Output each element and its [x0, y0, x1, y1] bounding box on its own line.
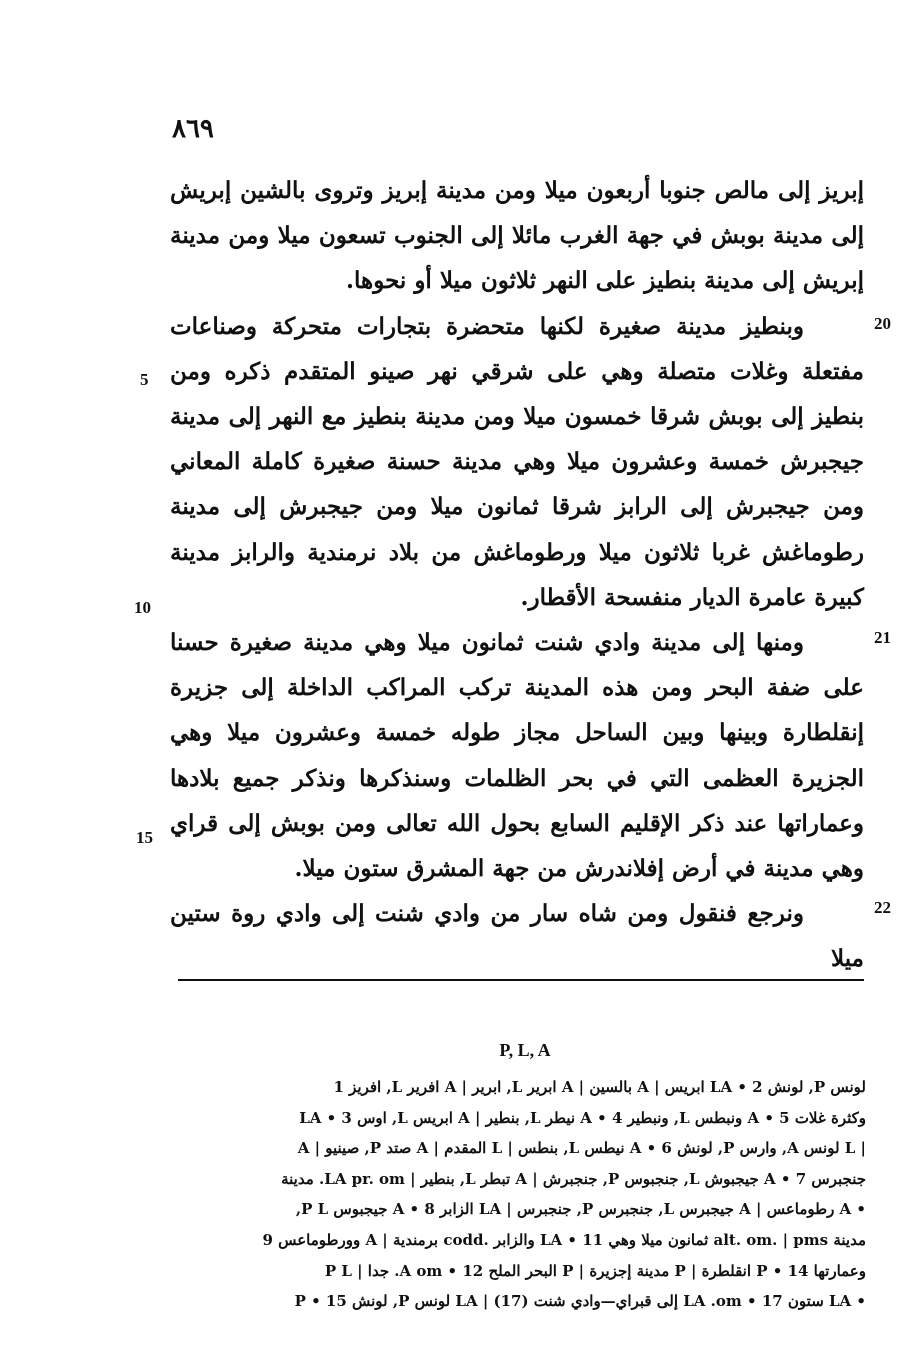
critical-apparatus	[176, 1072, 866, 1317]
paragraph-number: 22	[874, 898, 891, 917]
apparatus-line: وكثرة غلات 5 • A ونبطس L, ونبطير 4 • A نيطر L, بنطير | A ابريس L, اوس 3 • LA	[299, 1108, 866, 1127]
line-number: 5	[140, 370, 149, 389]
apparatus-line: | L لونس A, وارس P, لونش 6 • A نيطس L, بنطس | L المقدم | A صتد P, صينيو | A	[297, 1139, 866, 1158]
apparatus-line: جنجبرس 7 • A جيجبوش L, جنجبوس P, جنجبرش | A تبطر L, بنطير | LA pr. om. مدينة	[281, 1169, 866, 1188]
paragraph-number: 21	[874, 628, 891, 647]
line-number: 15	[136, 828, 153, 847]
paragraph: ومنها إلى مدينة وادي شنت ثمانون ميلا وهي مدينة صغيرة حسنا على ضفة البحر ومن هذه المدينة تركب المراكب الداخلة إلى جزيرة إنقلطارة وبينها وبين الساحل مجاز طوله خمسة وعشرون ميلا وهي الجزيرة العظمى التي في بحر الظلمات وسنذكرها ونذكر جميع بلادها وعماراتها عند ذكر الإقليم السابع بحول الله تعالى ومن بوبش إلى قراي وهي مدينة في أرض إفلاندرش من جهة المشرق ستون ميلا.	[170, 629, 864, 883]
page-number: ٨٦٩	[172, 114, 214, 144]
apparatus-line: وعمارتها 14 • P انقلطرة | P مدينة إجزيرة | P البحر الملح 12 • A om. جدا | P L	[324, 1261, 866, 1280]
apparatus-line: لونس P, لونش 2 • LA ابريس | A بالسين | A ابرير L, ابرير | A افرير L, افريز 1	[333, 1078, 866, 1096]
footnote-rule	[178, 979, 864, 981]
apparatus-line: مدينة alt. om. | pms ثمانون ميلا وهي 11 • LA والزابر .codd برمندية | A وورطوماعس 9	[262, 1230, 866, 1249]
paragraph: ونرجع فنقول ومن شاه سار من وادي شنت إلى وادي روة ستين ميلا	[170, 900, 864, 973]
apparatus-line: • A رطوماعس | A جيجبرس L, جنجبرس P, جنجبرس | LA الزابر 8 • A جيجبوس P L,	[295, 1200, 866, 1219]
main-text	[170, 168, 864, 982]
apparatus-line: • LA ستون 17 • LA .om إلى قبراي—وادي شنت (17) | LA لونس P, لونش 15 • P	[294, 1292, 866, 1311]
paragraph-number: 20	[874, 314, 891, 333]
paragraph: وبنطيز مدينة صغيرة لكنها متحضرة بتجارات متحركة وصناعات مفتعلة وغلات متصلة وهي على شرقي نهر صينو المتقدم ذكره ومن بنطيز إلى بوبش شرقا خمسون ميلا ومن مدينة بنطيز مع النهر إلى مدينة جيجبرش خمسة وعشرون ميلا وهي مدينة حسنة صغيرة كاملة المعاني ومن جيجبرش إلى الرابز شرقا ثمانون ميلا ومن جيجبرش إلى مدينة رطوماغش غربا ثلاثون ميلا ورطوماغش من بلاد نرمندية والرابز مدينة كبيرة عامرة الديار منفسحة الأقطار.	[170, 312, 864, 611]
paragraph: إبريز إلى مالص جنوبا أربعون ميلا ومن مدينة إبريز وتروى بالشين إبريش إلى مدينة بوبش في جهة الغرب مائلا إلى الجنوب تسعون ميلا ومن مدينة إبريش إلى مدينة بنطيز على النهر ثلاثون ميلا أو نحوها.	[170, 177, 864, 295]
line-number: 10	[134, 598, 151, 617]
manuscript-sigla: P, L, A	[499, 1040, 551, 1060]
